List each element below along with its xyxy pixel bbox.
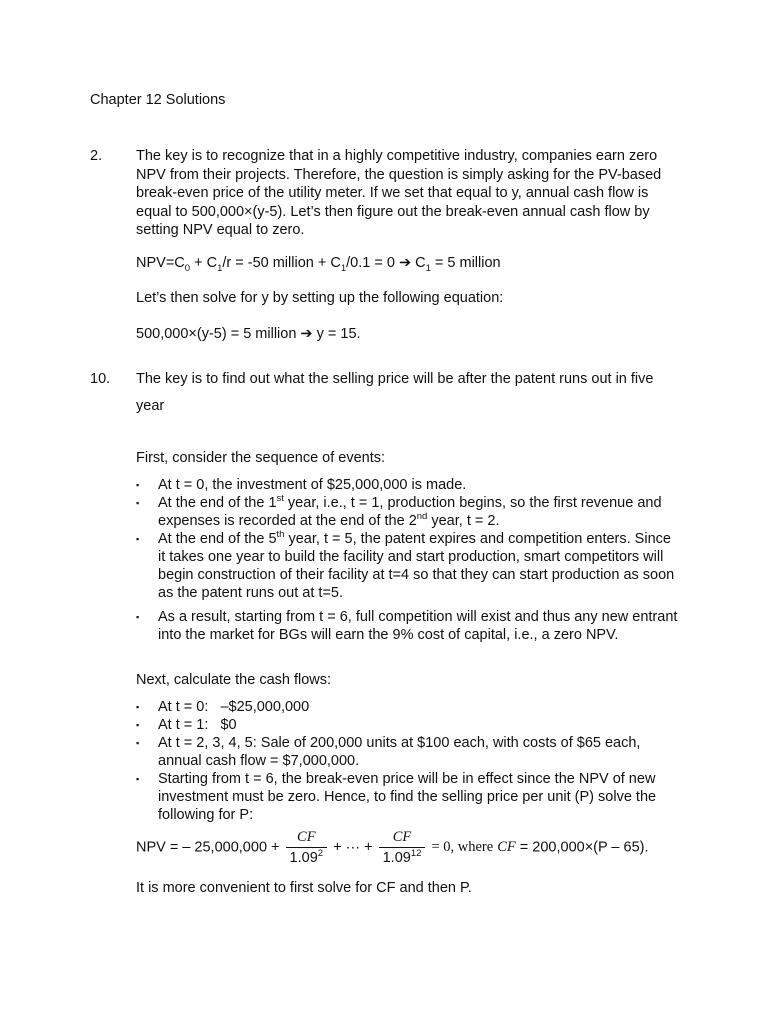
events-list: [136, 476, 681, 644]
bullet-icon: ▪: [136, 498, 140, 508]
list-item: ▪ At t = 1: $0: [136, 717, 237, 733]
list-item: ▪ At the end of the 5th year, t = 5, the patent expires and competition enters. Since it takes one year to build the facility and start production, smart competitors will begin construction of their facility at t=4 so that they can start production as soon as the patent runs out at t=5.: [136, 529, 675, 601]
fraction-1: $\frac{CF}{1.09^2}$: [286, 829, 328, 866]
q10-intro-line-1: The key is to find out what the selling price will be after the patent runs out in five: [136, 371, 654, 387]
question-number-2: 2.: [90, 148, 103, 164]
bullet-icon: ▪: [136, 774, 140, 784]
bullet-icon: ▪: [136, 702, 140, 712]
bullet-icon: ▪: [136, 720, 140, 730]
arrow-right-icon: ➔: [300, 326, 313, 342]
bullet-icon: ▪: [136, 480, 140, 490]
q2-solve-line: Let’s then solve for y by setting up the following equation:: [136, 290, 504, 306]
fraction-2: $\frac{CF}{1.09^{12}}$: [379, 829, 426, 866]
npv-equation: NPV = – 25,000,000 + $\frac{CF}{1.09^2}$ + ··· + $\frac{CF}{1.09^{12}}$ = 0, where CF = 200,000×(P – 65).: [136, 829, 649, 866]
q2-paragraph: The key is to recognize that in a highly competitive industry, companies earn zero NPV from their projects. Therefore, the question is simply asking for the PV-based break-even price of the utility meter. If we set that equal to y, annual cash flow is equal to 500,000×(y-5). Let’s then figure out the break-even annual cash flow by setting NPV equal to zero.: [136, 148, 662, 238]
list-item: ▪ At t = 2, 3, 4, 5: Sale of 200,000 units at $100 each, with costs of $65 each, annual cash flow = $7,000,000.: [136, 735, 641, 769]
question-number-10: 10.: [90, 371, 111, 387]
q10-intro-line-2: year: [136, 398, 165, 414]
arrow-right-icon: ➔: [398, 255, 412, 271]
bullet-icon: ▪: [136, 738, 140, 748]
sequence-heading: First, consider the sequence of events:: [136, 450, 386, 466]
list-item: ▪ At the end of the 1st year, i.e., t = 1, production begins, so the first revenue and expenses is recorded at the end of the 2nd year, t = 2.: [136, 493, 662, 529]
closing-line: It is more convenient to first solve for CF and then P.: [136, 880, 472, 896]
q2-npv-equation: $NPV=C_0 + C_1/r = -50$ million + $C_1/0.1 = 0$ ➔ $C_1 = 5$ million: [136, 255, 501, 274]
list-item: ▪ Starting from t = 6, the break-even price will be in effect since the NPV of new investment must be zero. Hence, to find the selling price per unit (P) solve the following for P:: [136, 771, 657, 823]
list-item: ▪ At t = 0: –$25,000,000: [136, 699, 310, 715]
list-item: ▪ At t = 0, the investment of $25,000,000 is made.: [136, 477, 467, 493]
cashflow-list: [136, 698, 681, 824]
bullet-icon: ▪: [136, 612, 140, 622]
page-title: Chapter 12 Solutions: [90, 92, 226, 108]
bullet-icon: ▪: [136, 534, 140, 544]
q2-y-equation: 500,000×(y-5) = 5 million ➔ y = 15.: [136, 326, 361, 342]
list-item: ▪ As a result, starting from t = 6, full competition will exist and thus any new entrant into the market for BGs will earn the 9% cost of capital, i.e., a zero NPV.: [136, 609, 678, 643]
cashflow-heading: Next, calculate the cash flows:: [136, 672, 332, 688]
